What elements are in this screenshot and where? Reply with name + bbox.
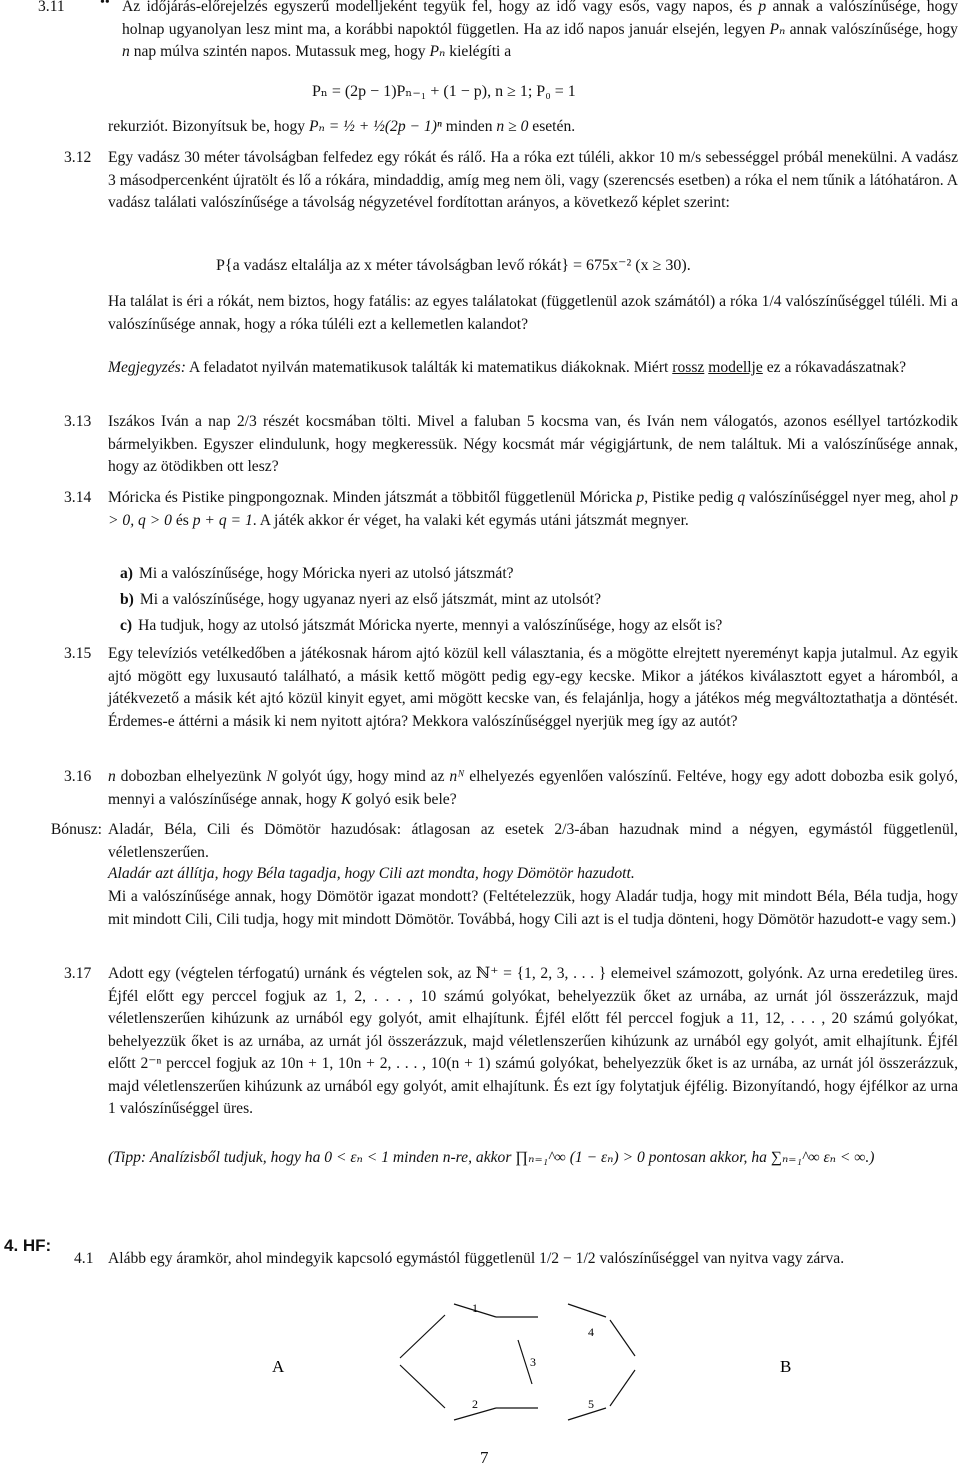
bonus-question: Mi a valószínűsége annak, hogy Dömötör igazat mondott? (Feltételezzük, hogy Aladár tudja, hogy mit mindott Béla, Béla tudja, hogy mit mindott Cili, Cili tudja, hogy mit mindott Dömötör. Továbbá, hogy Cili azt is el tudja dönteni, hogy Dömötör hazudott-e vagy sem.) [108, 888, 958, 928]
problem-3-14-text: Móricka és Pistike pingpongoznak. Minden játszmát a többitől függetlenül Móricka p, Pistike pedig q valószínűséggel nyer meg, ahol p > 0, q > 0 és p + q = 1. A játék akkor ér véget, ha valaki két egymás utáni játszmát megnyer. [108, 489, 958, 529]
bonus-statement: Aladár azt állítja, hogy Béla tagadja, hogy Cili azt mondta, hogy Dömötör hazudott. [108, 865, 635, 882]
problem-3-16-number: 3.16 [64, 768, 92, 785]
switch-1-label: 1 [472, 1301, 478, 1315]
problem-3-11-text: Az időjárás-előrejelzés egyszerű modelljeként tegyük fel, hogy az idő vagy esős, vagy napos, és p annak a valószínűsége, hogy holnap ugyanolyan lesz mint ma, a korábbi napoktól független. Ha az idő napos január elsején, legyen Pₙ annak valószínűsége, hogy n nap múlva szintén napos. Mutassuk meg, hogy Pₙ kielégíti a [122, 0, 958, 60]
problem-3-13-number: 3.13 [64, 413, 92, 430]
problem-3-15-number: 3.15 [64, 645, 92, 662]
problem-3-17-text: Adott egy (végtelen térfogatú) urnánk és végtelen sok, az ℕ⁺ = {1, 2, 3, . . . } elemeivel számozott, golyónk. Az urna eredetileg üres. Éjfél előtt egy perccel fogjuk az 1, 2, . . . , 10 számú golyókat, behelyezzük őket az urnába, az urnát jól összerázzuk, majd véletlenszerűen kihúzunk az urnából egy golyót, amit elhajítunk. Éjfél előtt fél perccel fogjuk a 11, 12, . . . , 20 számú golyókat, behelyezzük őket is az urnába, az urnát jól összerázzuk, majd véletlenszerűen kihúzunk az urnából egy golyót, amit elhajítunk. Éjfél előtt 2⁻ⁿ perccel fogjuk az 10n + 1, 10n + 2, . . . , 10(n + 1) számú golyókat, behelyezzük őket is az urnába, az urnát jól összerázzuk, majd véletlenszerűen kihúzunk az urnából egy golyót, amit elhajítunk. És ezt így folytatjuk éjfélig. Bizonyítandó, hogy éjfélkor az urna 1 valószínűséggel üres. [108, 965, 958, 1117]
recursion-equation: Pₙ = (2p − 1)Pₙ₋₁ + (1 − p), n ≥ 1; P₀ = 1 [312, 83, 576, 100]
problem-3-17-number: 3.17 [64, 965, 92, 982]
problem-3-12-question: Ha találat is éri a rókát, nem biztos, hogy fatális: az egyes találatokat (függetlenül azok számától) a róka 1/4 valószínűséggel túléli. Mi a valószínűsége annak, hogy a róka túléli ezt a kellemetlen kalandot? [108, 293, 958, 333]
switch-2-label: 2 [472, 1397, 478, 1411]
switch-4-label: 4 [588, 1325, 594, 1339]
switch-circuit-diagram [250, 1290, 830, 1430]
wire-a-lower [400, 1365, 445, 1408]
problem-3-12-number: 3.12 [64, 149, 92, 166]
node-b-label: B [780, 1357, 792, 1376]
problem-4-1-text: Alább egy áramkör, ahol mindegyik kapcsoló egymástól függetlenül 1/2 − 1/2 valószínűséggel van nyitva vagy zárva. [108, 1250, 845, 1267]
difficulty-marks: •• [100, 0, 110, 10]
problem-4-1-number: 4.1 [74, 1250, 94, 1267]
problem-3-17-tip: (Tipp: Analízisből tudjuk, hogy ha 0 < εₙ < 1 minden n-re, akkor ∏ₙ₌₁^∞ (1 − εₙ) > 0 pontosan akkor, ha ∑ₙ₌₁^∞ εₙ < ∞.) [108, 1149, 875, 1166]
problem-3-11-claim: rekurziót. Bizonyítsuk be, hogy Pₙ = ½ + ½(2p − 1)ⁿ minden n ≥ 0 esetén. [108, 118, 576, 135]
bonus-text: Aladár, Béla, Cili és Dömötör hazudósak: átlagosan az esetek 2/3-ában hazudnak mind a négyen, egymástól függetlenül, véletlenszerűen. [108, 821, 958, 861]
problem-3-15-text: Egy televíziós vetélkedőben a játékosnak három ajtó közül kell választania, és a mögötte elrejtett nyereményt kapja jutalmul. Az egyik ajtó mögött egy luxusautó található, a másik kettő mögött pedig egy-egy kecske. Mikor a játékos kiválasztott egyet a háromból, a játékvezető a másik két ajtó közül kinyit egyet, ami mögött kecske van, és felajánlja, hogy a játékos még megváltoztathatja a döntését. Érdemes-e áttérni a másik ki nem nyitott ajtóra? Mekkora valószínűséggel nyerjük meg így az autót? [108, 645, 958, 730]
node-a-label: A [272, 1357, 285, 1376]
problem-3-16-text: n dobozban elhelyezünk N golyót úgy, hogy mind az nᴺ elhelyezés egyenlően valószínű. Feltéve, hogy egy adott dobozba esik golyó, mennyi a valószínűsége annak, hogy K golyó esik bele? [108, 768, 958, 808]
problem-3-11-number: 3.11 [38, 0, 65, 15]
switch-5-label: 5 [588, 1397, 594, 1411]
switch-4 [568, 1304, 606, 1317]
problem-3-12-note: Megjegyzés: A feladatot nyilván matematikusok találták ki matematikus diákoknak. Miért rossz modellje ez a rókavadászatnak? [108, 359, 907, 376]
problem-3-12-text: Egy vadász 30 méter távolságban felfedez egy rókát és rálő. Ha a róka ezt túléli, akkor 10 m/s sebességgel próbál menekülni. A vadász 3 másodpercenként újratölt és lő a rókára, mindaddig, amíg meg nem öli, vagy (szerencsés esetben) a róka el nem tűnik a látóhatáron. A vadász találati valószínűsége a távolság négyzetével fordítottan arányos, a következő képlet szerint: [108, 149, 958, 211]
problem-3-13-text: Iszákos Iván a nap 2/3 részét kocsmában tölti. Mivel a faluban 5 kocsma van, és Iván nem válogatós, azonos eséllyel tartózkodik bármelyikben. Egyszer elindulunk, hogy megkeressük. Négy kocsmát már végigjártunk, de nem találtuk. Mi a valószínűsége annak, hogy az ötödikben ott lesz? [108, 413, 958, 475]
section-heading-hf: 4. HF: [4, 1236, 52, 1255]
wire-b-lower [610, 1370, 635, 1406]
page-number: 7 [480, 1448, 489, 1467]
switch-3-label: 3 [530, 1355, 536, 1369]
problem-3-14-number: 3.14 [64, 489, 92, 506]
switch-5 [568, 1408, 606, 1420]
wire-a-upper [400, 1315, 445, 1358]
problem-3-14-item-b: b) Mi a valószínűsége, hogy ugyanaz nyeri az első játszmát, mint az utolsót? [120, 591, 602, 608]
wire-b-upper [610, 1320, 635, 1356]
problem-3-14-item-a: a) Mi a valószínűsége, hogy Móricka nyeri az utolsó játszmát? [120, 565, 514, 582]
problem-3-14-item-c: c) Ha tudjuk, hogy az utolsó játszmát Móricka nyerte, mennyi a valószínűsége, hogy az elsőt is? [120, 617, 723, 634]
bonus-label: Bónusz: [50, 821, 102, 838]
hit-probability-formula: P{a vadász eltalálja az x méter távolságban levő rókát} = 675x⁻² (x ≥ 30). [216, 257, 691, 274]
